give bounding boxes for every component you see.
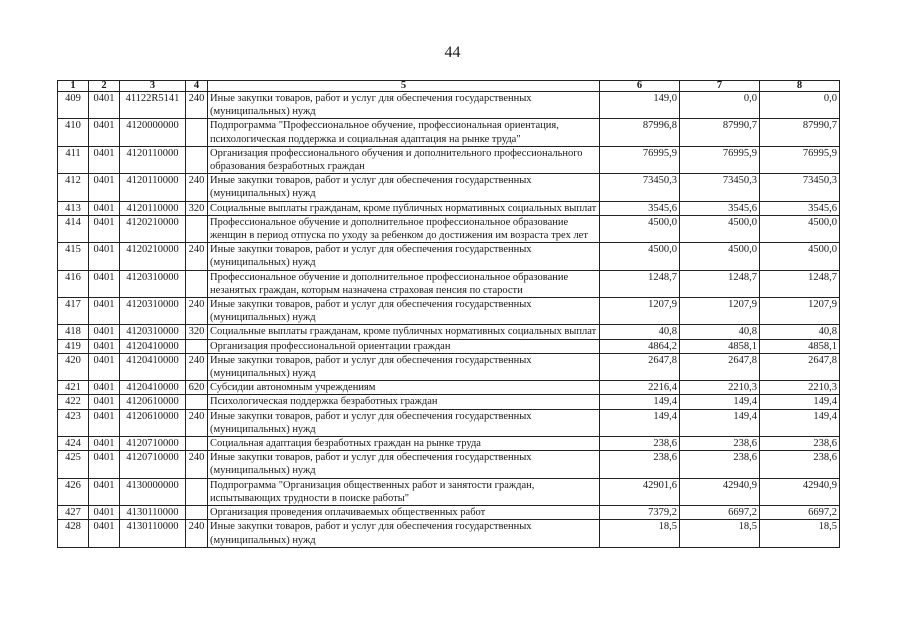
item-name-cell: Профессиональное обучение и дополнительное профессиональное образование женщин в период отпуска по уходу за ребенком до достижения им возраста трех лет — [208, 215, 600, 242]
table-row — [58, 478, 840, 505]
amount-col8-cell: 0,0 — [760, 92, 840, 119]
expense-type-cell: 320 — [186, 325, 208, 339]
amount-col6-cell: 1248,7 — [600, 270, 680, 297]
item-name-cell: Подпрограмма "Организация общественных работ и занятости граждан, испытывающих трудности в поиске работы" — [208, 478, 600, 505]
amount-col8-cell: 1207,9 — [760, 298, 840, 325]
section-code-cell: 0401 — [89, 339, 120, 353]
column-header: 7 — [680, 81, 760, 92]
row-number-cell: 418 — [58, 325, 89, 339]
page-number: 44 — [444, 44, 461, 61]
target-code-cell: 4130110000 — [120, 506, 186, 520]
expense-type-cell: 240 — [186, 243, 208, 270]
section-code-cell: 0401 — [89, 92, 120, 119]
amount-col7-cell: 0,0 — [680, 92, 760, 119]
expense-type-cell — [186, 437, 208, 451]
target-code-cell: 4120410000 — [120, 353, 186, 380]
expense-type-cell — [186, 119, 208, 146]
amount-col6-cell: 149,4 — [600, 409, 680, 436]
amount-col7-cell: 4858,1 — [680, 339, 760, 353]
table-row — [58, 409, 840, 436]
table-row — [58, 395, 840, 409]
section-code-cell: 0401 — [89, 243, 120, 270]
table-row — [58, 325, 840, 339]
row-number-cell: 421 — [58, 381, 89, 395]
expense-type-cell — [186, 146, 208, 173]
target-code-cell: 4120210000 — [120, 215, 186, 242]
amount-col6-cell: 149,4 — [600, 395, 680, 409]
row-number-cell: 410 — [58, 119, 89, 146]
table-row — [58, 506, 840, 520]
table-row — [58, 298, 840, 325]
item-name-cell: Социальные выплаты гражданам, кроме публичных нормативных социальных выплат — [208, 201, 600, 215]
row-number-cell: 415 — [58, 243, 89, 270]
amount-col7-cell: 238,6 — [680, 437, 760, 451]
amount-col6-cell: 42901,6 — [600, 478, 680, 505]
table-row — [58, 174, 840, 201]
section-code-cell: 0401 — [89, 478, 120, 505]
item-name-cell: Организация профессиональной ориентации граждан — [208, 339, 600, 353]
column-header: 1 — [58, 81, 89, 92]
amount-col8-cell: 149,4 — [760, 409, 840, 436]
table-row — [58, 381, 840, 395]
amount-col8-cell: 2647,8 — [760, 353, 840, 380]
section-code-cell: 0401 — [89, 520, 120, 547]
amount-col6-cell: 2647,8 — [600, 353, 680, 380]
amount-col6-cell: 4500,0 — [600, 243, 680, 270]
amount-col7-cell: 18,5 — [680, 520, 760, 547]
table-header-row — [58, 81, 840, 92]
item-name-cell: Иные закупки товаров, работ и услуг для обеспечения государственных (муниципальных) нужд — [208, 520, 600, 547]
item-name-cell: Профессиональное обучение и дополнительное профессиональное образование незанятых граждан, которым назначена страховая пенсия по старости — [208, 270, 600, 297]
amount-col6-cell: 76995,9 — [600, 146, 680, 173]
table-body — [58, 92, 840, 548]
amount-col7-cell: 40,8 — [680, 325, 760, 339]
amount-col8-cell: 4500,0 — [760, 215, 840, 242]
column-header: 2 — [89, 81, 120, 92]
amount-col7-cell: 73450,3 — [680, 174, 760, 201]
table-row — [58, 201, 840, 215]
expense-type-cell: 240 — [186, 353, 208, 380]
amount-col7-cell: 6697,2 — [680, 506, 760, 520]
amount-col7-cell: 2210,3 — [680, 381, 760, 395]
expense-type-cell — [186, 215, 208, 242]
amount-col7-cell: 149,4 — [680, 409, 760, 436]
amount-col8-cell: 4500,0 — [760, 243, 840, 270]
target-code-cell: 4120710000 — [120, 437, 186, 451]
target-code-cell: 4120210000 — [120, 243, 186, 270]
item-name-cell: Иные закупки товаров, работ и услуг для обеспечения государственных (муниципальных) нужд — [208, 298, 600, 325]
target-code-cell: 4130110000 — [120, 520, 186, 547]
section-code-cell: 0401 — [89, 174, 120, 201]
amount-col6-cell: 149,0 — [600, 92, 680, 119]
amount-col8-cell: 4858,1 — [760, 339, 840, 353]
expense-type-cell: 240 — [186, 174, 208, 201]
expense-type-cell — [186, 506, 208, 520]
section-code-cell: 0401 — [89, 119, 120, 146]
expense-type-cell — [186, 395, 208, 409]
amount-col8-cell: 73450,3 — [760, 174, 840, 201]
amount-col6-cell: 238,6 — [600, 451, 680, 478]
target-code-cell: 41122R5141 — [120, 92, 186, 119]
amount-col7-cell: 2647,8 — [680, 353, 760, 380]
table-row — [58, 92, 840, 119]
section-code-cell: 0401 — [89, 506, 120, 520]
row-number-cell: 413 — [58, 201, 89, 215]
table-row — [58, 146, 840, 173]
expense-type-cell: 240 — [186, 520, 208, 547]
section-code-cell: 0401 — [89, 298, 120, 325]
amount-col6-cell: 7379,2 — [600, 506, 680, 520]
table-row — [58, 520, 840, 547]
amount-col8-cell: 40,8 — [760, 325, 840, 339]
section-code-cell: 0401 — [89, 451, 120, 478]
item-name-cell: Иные закупки товаров, работ и услуг для обеспечения государственных (муниципальных) нужд — [208, 409, 600, 436]
amount-col8-cell: 238,6 — [760, 451, 840, 478]
target-code-cell: 4120110000 — [120, 146, 186, 173]
item-name-cell: Субсидии автономным учреждениям — [208, 381, 600, 395]
expense-type-cell — [186, 339, 208, 353]
amount-col8-cell: 3545,6 — [760, 201, 840, 215]
item-name-cell: Организация профессионального обучения и дополнительного профессионального образования безработных граждан — [208, 146, 600, 173]
expense-type-cell: 240 — [186, 298, 208, 325]
amount-col6-cell: 4500,0 — [600, 215, 680, 242]
expense-type-cell — [186, 478, 208, 505]
expense-type-cell: 240 — [186, 409, 208, 436]
target-code-cell: 4130000000 — [120, 478, 186, 505]
amount-col6-cell: 18,5 — [600, 520, 680, 547]
amount-col8-cell: 1248,7 — [760, 270, 840, 297]
item-name-cell: Иные закупки товаров, работ и услуг для обеспечения государственных (муниципальных) нужд — [208, 92, 600, 119]
amount-col7-cell: 238,6 — [680, 451, 760, 478]
target-code-cell: 4120310000 — [120, 298, 186, 325]
expense-type-cell: 240 — [186, 451, 208, 478]
section-code-cell: 0401 — [89, 353, 120, 380]
row-number-cell: 427 — [58, 506, 89, 520]
item-name-cell: Иные закупки товаров, работ и услуг для обеспечения государственных (муниципальных) нужд — [208, 451, 600, 478]
amount-col8-cell: 238,6 — [760, 437, 840, 451]
target-code-cell: 4120310000 — [120, 270, 186, 297]
amount-col7-cell: 76995,9 — [680, 146, 760, 173]
row-number-cell: 426 — [58, 478, 89, 505]
item-name-cell: Иные закупки товаров, работ и услуг для обеспечения государственных (муниципальных) нужд — [208, 243, 600, 270]
item-name-cell: Социальные выплаты гражданам, кроме публичных нормативных социальных выплат — [208, 325, 600, 339]
section-code-cell: 0401 — [89, 325, 120, 339]
row-number-cell: 422 — [58, 395, 89, 409]
amount-col7-cell: 1207,9 — [680, 298, 760, 325]
section-code-cell: 0401 — [89, 270, 120, 297]
table-row — [58, 119, 840, 146]
table-row — [58, 451, 840, 478]
amount-col6-cell: 1207,9 — [600, 298, 680, 325]
table-row — [58, 437, 840, 451]
amount-col8-cell: 18,5 — [760, 520, 840, 547]
amount-col8-cell: 2210,3 — [760, 381, 840, 395]
amount-col6-cell: 73450,3 — [600, 174, 680, 201]
amount-col8-cell: 87990,7 — [760, 119, 840, 146]
amount-col6-cell: 40,8 — [600, 325, 680, 339]
amount-col8-cell: 6697,2 — [760, 506, 840, 520]
amount-col6-cell: 238,6 — [600, 437, 680, 451]
row-number-cell: 417 — [58, 298, 89, 325]
table-row — [58, 243, 840, 270]
target-code-cell: 4120610000 — [120, 409, 186, 436]
amount-col6-cell: 3545,6 — [600, 201, 680, 215]
column-header: 3 — [120, 81, 186, 92]
section-code-cell: 0401 — [89, 381, 120, 395]
table-row — [58, 339, 840, 353]
target-code-cell: 4120000000 — [120, 119, 186, 146]
target-code-cell: 4120110000 — [120, 201, 186, 215]
item-name-cell: Подпрограмма "Профессиональное обучение, профессиональная ориентация, психологическая поддержка и социальная адаптация на рынке труда" — [208, 119, 600, 146]
row-number-cell: 414 — [58, 215, 89, 242]
item-name-cell: Организация проведения оплачиваемых общественных работ — [208, 506, 600, 520]
row-number-cell: 409 — [58, 92, 89, 119]
section-code-cell: 0401 — [89, 201, 120, 215]
row-number-cell: 420 — [58, 353, 89, 380]
table-row — [58, 270, 840, 297]
amount-col7-cell: 4500,0 — [680, 215, 760, 242]
amount-col8-cell: 149,4 — [760, 395, 840, 409]
item-name-cell: Психологическая поддержка безработных граждан — [208, 395, 600, 409]
table-row — [58, 215, 840, 242]
amount-col7-cell: 3545,6 — [680, 201, 760, 215]
amount-col7-cell: 87990,7 — [680, 119, 760, 146]
column-header: 4 — [186, 81, 208, 92]
expense-type-cell: 240 — [186, 92, 208, 119]
amount-col6-cell: 4864,2 — [600, 339, 680, 353]
target-code-cell: 4120410000 — [120, 381, 186, 395]
expense-type-cell: 320 — [186, 201, 208, 215]
target-code-cell: 4120710000 — [120, 451, 186, 478]
amount-col8-cell: 42940,9 — [760, 478, 840, 505]
section-code-cell: 0401 — [89, 437, 120, 451]
section-code-cell: 0401 — [89, 409, 120, 436]
row-number-cell: 419 — [58, 339, 89, 353]
section-code-cell: 0401 — [89, 395, 120, 409]
row-number-cell: 411 — [58, 146, 89, 173]
item-name-cell: Иные закупки товаров, работ и услуг для обеспечения государственных (муниципальных) нужд — [208, 353, 600, 380]
amount-col6-cell: 2216,4 — [600, 381, 680, 395]
amount-col7-cell: 1248,7 — [680, 270, 760, 297]
column-header: 8 — [760, 81, 840, 92]
amount-col7-cell: 149,4 — [680, 395, 760, 409]
budget-table — [57, 80, 840, 548]
row-number-cell: 416 — [58, 270, 89, 297]
row-number-cell: 425 — [58, 451, 89, 478]
target-code-cell: 4120610000 — [120, 395, 186, 409]
table-row — [58, 353, 840, 380]
target-code-cell: 4120410000 — [120, 339, 186, 353]
target-code-cell: 4120310000 — [120, 325, 186, 339]
amount-col7-cell: 4500,0 — [680, 243, 760, 270]
expense-type-cell: 620 — [186, 381, 208, 395]
section-code-cell: 0401 — [89, 215, 120, 242]
item-name-cell: Иные закупки товаров, работ и услуг для обеспечения государственных (муниципальных) нужд — [208, 174, 600, 201]
amount-col7-cell: 42940,9 — [680, 478, 760, 505]
section-code-cell: 0401 — [89, 146, 120, 173]
amount-col8-cell: 76995,9 — [760, 146, 840, 173]
target-code-cell: 4120110000 — [120, 174, 186, 201]
row-number-cell: 412 — [58, 174, 89, 201]
column-header: 6 — [600, 81, 680, 92]
row-number-cell: 428 — [58, 520, 89, 547]
expense-type-cell — [186, 270, 208, 297]
amount-col6-cell: 87996,8 — [600, 119, 680, 146]
row-number-cell: 423 — [58, 409, 89, 436]
row-number-cell: 424 — [58, 437, 89, 451]
item-name-cell: Социальная адаптация безработных граждан на рынке труда — [208, 437, 600, 451]
column-header: 5 — [208, 81, 600, 92]
